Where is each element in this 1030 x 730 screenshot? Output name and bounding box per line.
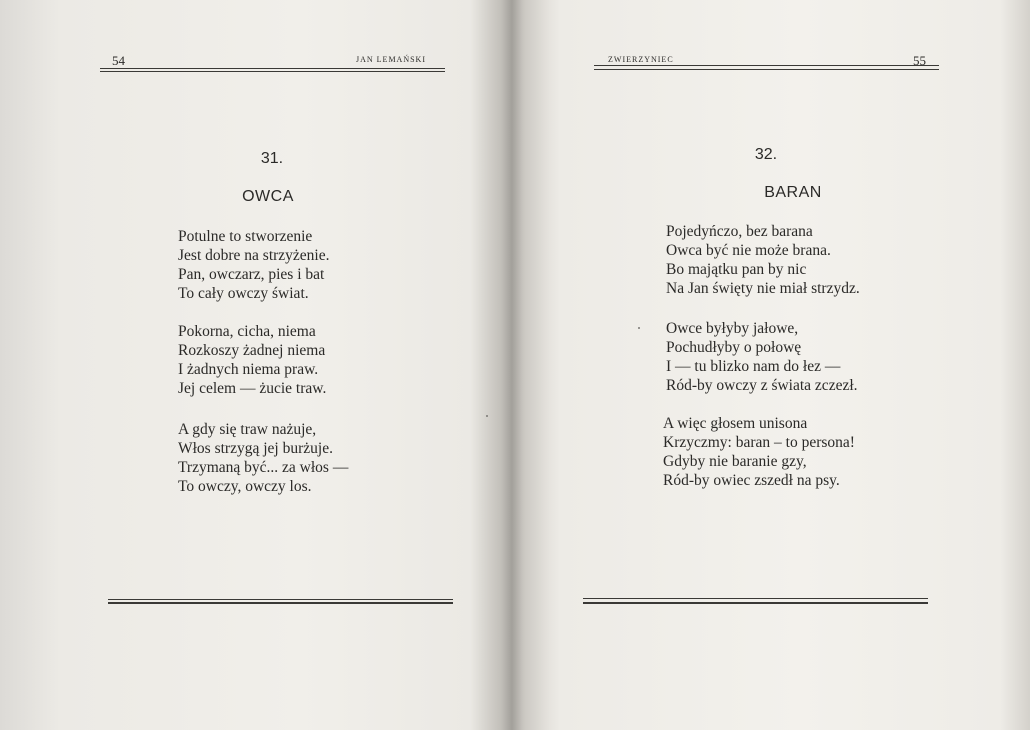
verse-line: Pochudłyby o połowę xyxy=(666,339,802,356)
verse-line: Włos strzygą jej burżuje. xyxy=(178,440,333,457)
verse-line: Owce byłyby jałowe, xyxy=(666,320,799,337)
page-number: 55 xyxy=(913,53,926,68)
verse-line: Ród-by owczy z świata zczezł. xyxy=(666,377,858,394)
verse-line: Krzyczmy: baran – to persona! xyxy=(663,434,855,451)
verse-line: I — tu blizko nam do łez — xyxy=(666,358,841,375)
poem-number: 31. xyxy=(260,150,284,167)
verse-line: Gdyby nie baranie gzy, xyxy=(663,453,807,470)
verse-line: To owczy, owczy los. xyxy=(178,478,312,495)
footer-rule-bottom xyxy=(583,602,928,604)
poem-number: 32. xyxy=(754,146,778,163)
verse-line: Jest dobre na strzyżenie. xyxy=(178,247,330,264)
running-head: ZWIERZYNIEC xyxy=(608,55,674,64)
verse-line: Na Jan święty nie miał strzydz. xyxy=(666,280,860,297)
header-rule-top xyxy=(100,68,445,69)
verse-line: Pokorna, cicha, niema xyxy=(178,323,316,340)
footer-rule-bottom xyxy=(108,602,453,604)
footer-rule-top xyxy=(108,599,453,600)
verse-line: Ród-by owiec zszedł na psy. xyxy=(663,472,840,489)
verse-line: Pojedyńczo, bez barana xyxy=(666,223,813,240)
right-page xyxy=(515,0,1030,730)
poem-title: BARAN xyxy=(764,184,822,201)
stanza-3 xyxy=(663,414,855,490)
verse-line: To cały owczy świat. xyxy=(178,285,309,302)
header-rule-bottom xyxy=(100,71,445,72)
verse-line: Bo majątku pan by nic xyxy=(666,261,807,278)
running-head: JAN LEMAŃSKI xyxy=(356,55,426,64)
left-page xyxy=(0,0,505,730)
verse-line: Jej celem — żucie traw. xyxy=(178,380,327,397)
stanza-1 xyxy=(178,227,330,303)
verse-line: Rozkoszy żadnej niema xyxy=(178,342,326,359)
verse-line: I żadnych niema praw. xyxy=(178,361,319,378)
verse-line: Potulne to stworzenie xyxy=(178,228,313,245)
page-number: 54 xyxy=(112,53,125,68)
stanza-3 xyxy=(178,420,348,496)
verse-line: A gdy się traw nażuje, xyxy=(178,421,317,438)
stanza-2 xyxy=(666,319,858,395)
verse-line: A więc głosem unisona xyxy=(663,415,808,432)
stanza-2 xyxy=(178,322,326,398)
verse-line: Trzymaną być... za włos — xyxy=(178,459,349,476)
header-rule-bottom xyxy=(594,69,939,70)
footer-rule-top xyxy=(583,598,928,599)
stanza-1 xyxy=(666,222,860,298)
paper-speck xyxy=(638,327,640,329)
poem-title: OWCA xyxy=(242,188,294,205)
verse-line: Pan, owczarz, pies i bat xyxy=(178,266,325,283)
header-rule-top xyxy=(594,65,939,66)
paper-speck xyxy=(486,415,488,417)
verse-line: Owca być nie może brana. xyxy=(666,242,831,259)
